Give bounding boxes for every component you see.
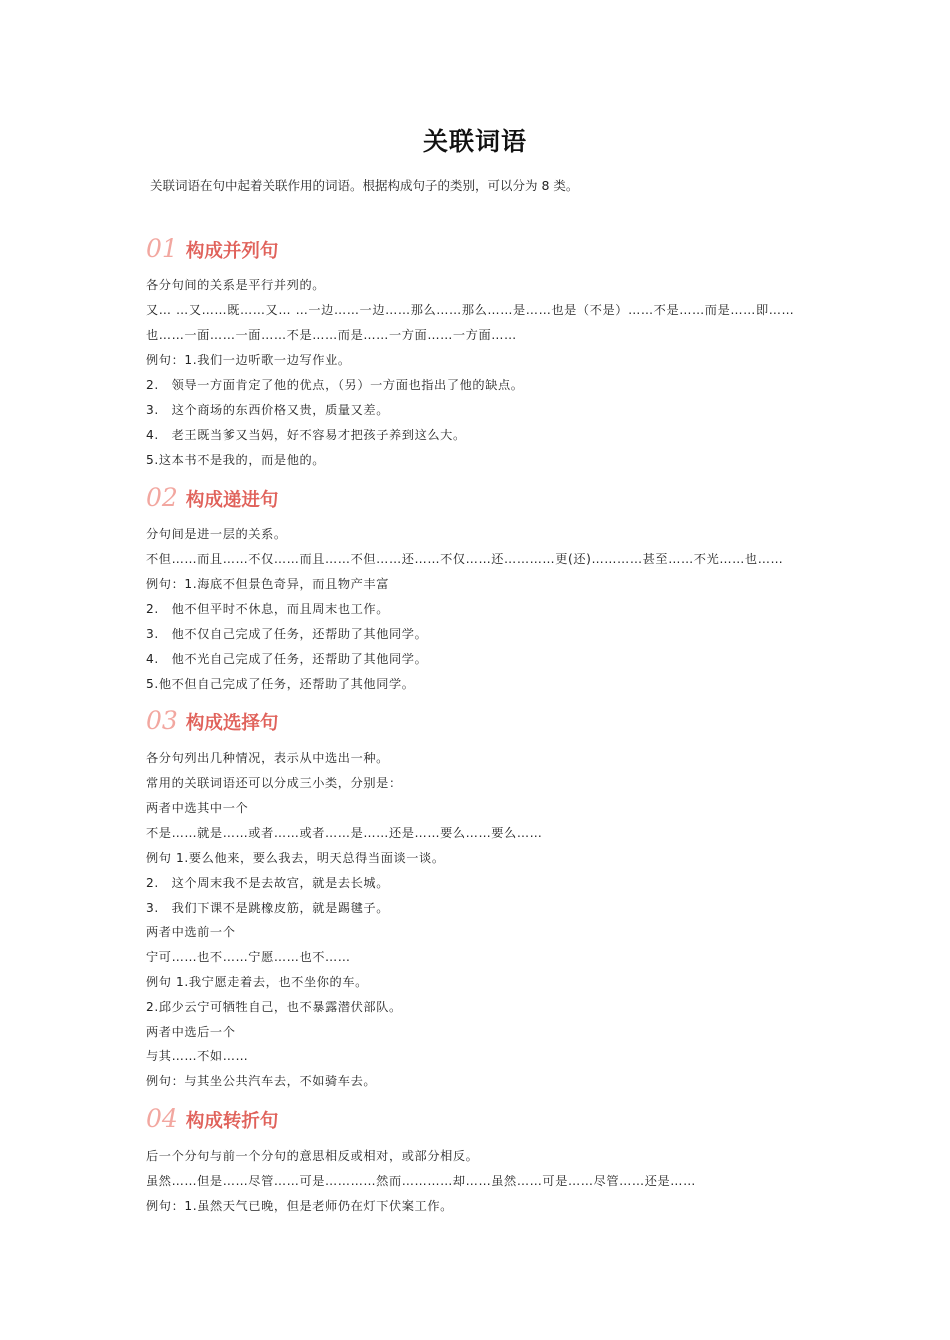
section-line: 3. 这个商场的东西价格又贵，质量又差。 xyxy=(146,403,390,417)
section-line: 虽然……但是……尽管……可是…………然而…………却……虽然……可是……尽管……还是…… xyxy=(146,1174,696,1188)
section-title: 构成并列句 xyxy=(185,241,279,262)
section-line: 宁可……也不……宁愿……也不…… xyxy=(146,950,351,964)
section-line: 又… …又……既……又… …一边……一边……那么……那么……是……也是（不是）……不是……而是……即…… xyxy=(146,303,795,317)
intro-paragraph: 关联词语在句中起着关联作用的词语。根据构成句子的类别，可以分为 8 类。 xyxy=(150,178,579,193)
section-line: 3. 我们下课不是跳橡皮筋，就是踢毽子。 xyxy=(146,901,390,915)
section-line: 两者中选其中一个 xyxy=(146,801,249,815)
section-line: 与其……不如…… xyxy=(146,1049,249,1063)
section-line: 2. 这个周末我不是去故宫，就是去长城。 xyxy=(146,876,390,890)
section-title: 构成选择句 xyxy=(185,713,279,734)
page-title: 关联词语 xyxy=(422,127,527,156)
section-heading-03 xyxy=(146,706,278,736)
section-number: 04 xyxy=(146,1104,178,1133)
section-line: 两者中选后一个 xyxy=(146,1025,236,1039)
section-line: 2. 他不但平时不休息，而且周末也工作。 xyxy=(146,602,390,616)
section-line: 常用的关联词语还可以分成三小类，分别是： xyxy=(146,776,402,790)
section-title: 构成转折句 xyxy=(185,1111,279,1132)
section-line: 后一个分句与前一个分句的意思相反或相对，或部分相反。 xyxy=(146,1149,479,1163)
section-heading-04 xyxy=(146,1104,278,1134)
section-line: 5.他不但自己完成了任务，还帮助了其他同学。 xyxy=(146,677,415,691)
section-line: 例句：1.虽然天气已晚，但是老师仍在灯下伏案工作。 xyxy=(146,1199,453,1213)
section-line: 例句：1.海底不但景色奇异，而且物产丰富 xyxy=(146,577,390,591)
section-heading-02 xyxy=(146,483,278,513)
section-line: 不但……而且……不仅……而且……不但……还……不仅……还…………更(还)…………甚至……不光……也…… xyxy=(146,552,784,566)
section-number: 03 xyxy=(146,706,178,735)
section-line: 例句：与其坐公共汽车去，不如骑车去。 xyxy=(146,1074,377,1088)
section-line: 分句间是进一层的关系。 xyxy=(146,527,287,541)
section-title: 构成递进句 xyxy=(185,490,279,511)
section-number: 01 xyxy=(146,234,178,263)
section-line: 例句 1.要么他来，要么我去，明天总得当面谈一谈。 xyxy=(146,851,445,865)
section-line: 两者中选前一个 xyxy=(146,925,236,939)
section-line: 各分句间的关系是平行并列的。 xyxy=(146,278,326,292)
section-line: 也……一面……一面……不是……而是……一方面……一方面…… xyxy=(146,328,517,342)
section-heading-01 xyxy=(146,234,278,264)
section-line: 不是……就是……或者……或者……是……还是……要么……要么…… xyxy=(146,826,543,840)
section-number: 02 xyxy=(146,483,178,512)
section-line: 4. 他不光自己完成了任务，还帮助了其他同学。 xyxy=(146,652,428,666)
section-line: 例句：1.我们一边听歌一边写作业。 xyxy=(146,353,351,367)
section-line: 各分句列出几种情况，表示从中选出一种。 xyxy=(146,751,389,765)
section-line: 例句 1.我宁愿走着去，也不坐你的车。 xyxy=(146,975,368,989)
section-line: 5.这本书不是我的，而是他的。 xyxy=(146,453,326,467)
section-line: 3. 他不仅自己完成了任务，还帮助了其他同学。 xyxy=(146,627,428,641)
section-line: 2. 领导一方面肯定了他的优点，（另）一方面也指出了他的缺点。 xyxy=(146,378,524,392)
section-line: 4. 老王既当爹又当妈，好不容易才把孩子养到这么大。 xyxy=(146,428,466,442)
section-line: 2.邱少云宁可牺牲自己，也不暴露潜伏部队。 xyxy=(146,1000,402,1014)
